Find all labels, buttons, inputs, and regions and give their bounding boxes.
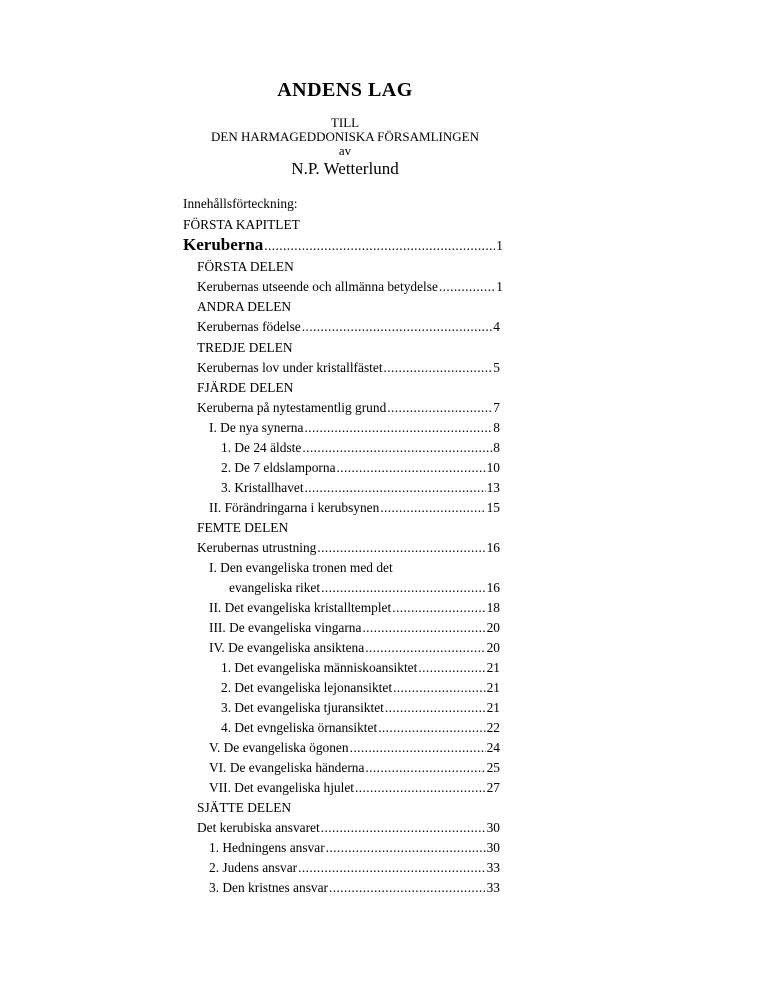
toc-entry[interactable] xyxy=(221,438,500,458)
toc-entry[interactable] xyxy=(209,758,500,778)
section-heading: FJÄRDE DELEN xyxy=(197,380,294,395)
toc-entry[interactable] xyxy=(209,418,500,438)
toc-page-number: 15 xyxy=(486,500,500,515)
toc-page-number: 4 xyxy=(493,319,500,334)
toc-entry[interactable] xyxy=(221,718,500,738)
toc-entry[interactable] xyxy=(209,598,500,618)
toc-page-number: 21 xyxy=(486,700,500,715)
toc-entry[interactable] xyxy=(197,277,503,297)
toc-page-number: 1 xyxy=(496,279,503,294)
toc-heading: Innehållsförteckning: xyxy=(183,196,298,211)
dot-leader xyxy=(321,578,486,598)
toc-entry-label: evangeliska riket xyxy=(229,580,321,595)
toc-entry-label: Det kerubiska ansvaret xyxy=(197,820,320,835)
toc-entry[interactable] xyxy=(183,234,503,257)
toc-entry-label: I. Den evangeliska tronen med det xyxy=(209,560,393,575)
toc-page-number: 21 xyxy=(486,680,500,695)
dot-leader xyxy=(380,498,485,518)
dot-leader xyxy=(355,778,486,798)
dot-leader xyxy=(387,398,492,418)
toc-entry-label: II. Förändringarna i kerubsynen xyxy=(209,500,380,515)
toc-page-number: 10 xyxy=(486,460,500,475)
toc-entry[interactable] xyxy=(197,818,500,838)
toc-entry[interactable] xyxy=(221,458,500,478)
toc-page-number: 33 xyxy=(486,880,500,895)
section-heading: ANDRA DELEN xyxy=(197,299,292,314)
toc-entry-label: Kerubernas födelse xyxy=(197,319,301,334)
toc-entry[interactable] xyxy=(197,317,500,337)
toc-entry-label: 2. Det evangeliska lejonansiktet xyxy=(221,680,393,695)
toc-entry-label: 3. Den kristnes ansvar xyxy=(209,880,328,895)
toc-entry-label: Keruberna på nytestamentlig grund xyxy=(197,400,387,415)
toc-page-number: 16 xyxy=(486,540,500,555)
toc-entry[interactable] xyxy=(221,658,500,678)
toc-page-number: 1 xyxy=(496,238,503,253)
dot-leader xyxy=(305,478,486,498)
toc-page-number: 25 xyxy=(486,760,500,775)
dot-leader xyxy=(378,718,485,738)
toc-entry-label: 2. Judens ansvar xyxy=(209,860,298,875)
dot-leader xyxy=(298,858,485,878)
toc-entry-label: Kerubernas utseende och allmänna betydelse xyxy=(197,279,438,294)
dot-leader xyxy=(362,618,485,638)
toc-entry-label: 1. Hedningens ansvar xyxy=(209,840,325,855)
toc-page-number: 33 xyxy=(486,860,500,875)
toc-page-number: 8 xyxy=(493,440,500,455)
toc-entry-label: IV. De evangeliska ansiktena xyxy=(209,640,365,655)
dot-leader xyxy=(350,738,486,758)
dot-leader xyxy=(365,638,485,658)
toc-entry-label: V. De evangeliska ögonen xyxy=(209,740,349,755)
dot-leader xyxy=(418,658,485,678)
toc-entry[interactable] xyxy=(209,878,500,898)
dot-leader xyxy=(337,458,486,478)
toc-entry-label: VII. Det evangeliska hjulet xyxy=(209,780,355,795)
toc-page-number: 20 xyxy=(486,620,500,635)
toc-page-number: 8 xyxy=(493,420,500,435)
toc-entry[interactable] xyxy=(209,738,500,758)
dot-leader xyxy=(302,317,493,337)
toc-entry-label: 3. Det evangeliska tjuransiktet xyxy=(221,700,384,715)
toc-page-number: 30 xyxy=(486,840,500,855)
toc-entry[interactable] xyxy=(209,838,500,858)
dot-leader xyxy=(264,235,495,257)
dot-leader xyxy=(385,698,486,718)
toc-entry[interactable] xyxy=(229,578,500,598)
toc-entry[interactable] xyxy=(209,498,500,518)
subtitle-av: av xyxy=(338,143,352,158)
toc-entry-label: Kerubernas lov under kristallfästet xyxy=(197,360,383,375)
dot-leader xyxy=(393,678,486,698)
author-name: N.P. Wetterlund xyxy=(291,159,399,178)
dot-leader xyxy=(321,818,486,838)
toc-entry-label: 3. Kristallhavet xyxy=(221,480,304,495)
section-heading: SJÄTTE DELEN xyxy=(197,800,292,815)
toc-page-number: 27 xyxy=(486,780,500,795)
section-heading: FÖRSTA DELEN xyxy=(197,259,294,274)
toc-entry-label: Keruberna xyxy=(183,235,264,254)
toc-entry-label: II. Det evangeliska kristalltemplet xyxy=(209,600,392,615)
toc-page-number: 24 xyxy=(486,740,500,755)
chapter-heading: FÖRSTA KAPITLET xyxy=(183,217,300,232)
toc-entry[interactable] xyxy=(209,858,500,878)
toc-entry-label: VI. De evangeliska händerna xyxy=(209,760,365,775)
subtitle-till: TILL xyxy=(330,115,360,130)
toc-page-number: 7 xyxy=(493,400,500,415)
dot-leader xyxy=(302,438,492,458)
toc-entry[interactable] xyxy=(209,778,500,798)
toc-page-number: 13 xyxy=(486,480,500,495)
toc-entry-label: 1. De 24 äldste xyxy=(221,440,302,455)
toc-entry[interactable] xyxy=(221,478,500,498)
toc-entry[interactable] xyxy=(197,358,500,378)
toc-page-number: 30 xyxy=(486,820,500,835)
dot-leader xyxy=(304,418,492,438)
toc-page-number: 18 xyxy=(486,600,500,615)
subtitle-congregation: DEN HARMAGEDDONISKA FÖRSAMLINGEN xyxy=(211,129,479,144)
toc-entry[interactable] xyxy=(209,638,500,658)
toc-entry[interactable] xyxy=(221,678,500,698)
dot-leader xyxy=(392,598,485,618)
section-heading: FEMTE DELEN xyxy=(197,520,289,535)
toc-entry-label: Kerubernas utrustning xyxy=(197,540,317,555)
dot-leader xyxy=(326,838,486,858)
dot-leader xyxy=(317,538,485,558)
toc-page-number: 21 xyxy=(486,660,500,675)
dot-leader xyxy=(439,277,495,297)
dot-leader xyxy=(384,358,493,378)
toc-entry[interactable] xyxy=(197,398,500,418)
dot-leader xyxy=(365,758,485,778)
toc-entry-label: I. De nya synerna xyxy=(209,420,304,435)
toc-entry[interactable] xyxy=(221,698,500,718)
toc-page-number: 20 xyxy=(486,640,500,655)
toc-page-number: 5 xyxy=(493,360,500,375)
toc-entry-label: 2. De 7 eldslamporna xyxy=(221,460,336,475)
toc-entry[interactable] xyxy=(209,618,500,638)
toc-page-number: 22 xyxy=(486,720,500,735)
toc-entry-label: 1. Det evangeliska människoansiktet xyxy=(221,660,418,675)
dot-leader xyxy=(329,878,486,898)
toc-entry[interactable] xyxy=(197,538,500,558)
toc-entry-label: 4. Det evngeliska örnansiktet xyxy=(221,720,378,735)
toc-page-number: 16 xyxy=(486,580,500,595)
section-heading: TREDJE DELEN xyxy=(197,340,293,355)
document-title: ANDENS LAG xyxy=(277,79,413,101)
toc-entry-label: III. De evangeliska vingarna xyxy=(209,620,362,635)
